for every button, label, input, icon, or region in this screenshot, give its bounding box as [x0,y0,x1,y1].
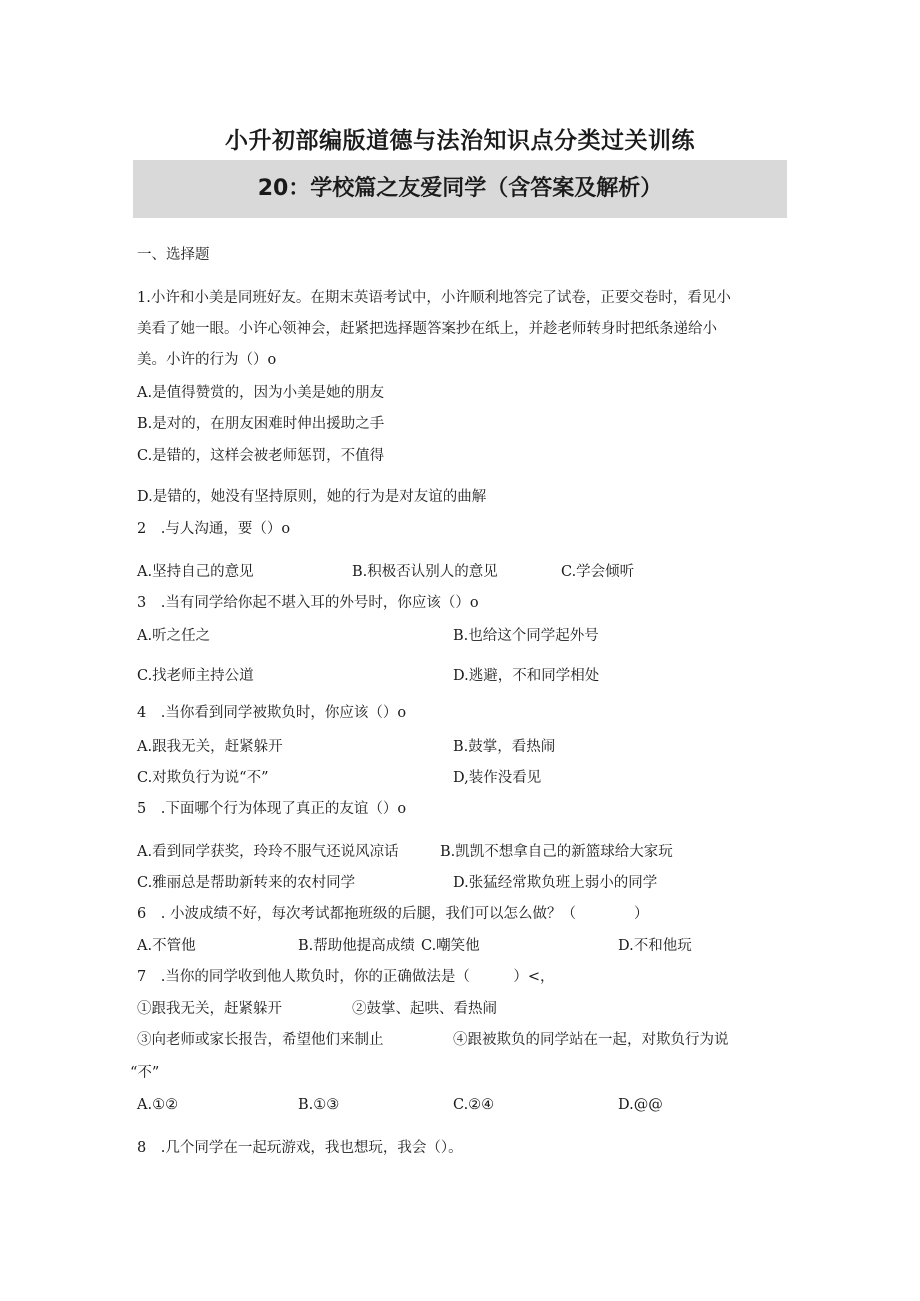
question-5-option-b: B.凯凯不想拿自己的新篮球给大家玩 [440,844,673,860]
question-7-option-b: B.①③ [298,1097,340,1113]
document-subtitle-banner: 20：学校篇之友爱同学（含答案及解析） [133,160,787,218]
question-5-option-d: D.张猛经常欺负班上弱小的同学 [453,875,658,891]
question-4-option-b: B.鼓掌，看热闹 [453,739,556,755]
question-2-option-c: C.学会倾听 [561,564,635,580]
question-5-stem: 5 .下面哪个行为体现了真正的友谊（）o [137,801,407,817]
question-4-option-c: C.对欺负行为说“不” [137,770,269,786]
question-1-option-d: D.是错的，她没有坚持原则，她的行为是对友谊的曲解 [137,489,487,505]
question-3-option-b: B.也给这个同学起外号 [453,628,599,644]
question-3-option-a: A.听之任之 [137,628,211,644]
question-7-stem: 7 .当你的同学收到他人欺负时，你的正确做法是（ ）<， [137,969,555,985]
question-6-option-a: A.不管他 [137,938,196,954]
question-2-stem: 2 .与人沟通，要（）o [137,521,291,537]
question-6-option-c: C.嘲笑他 [421,938,480,954]
question-2-option-a: A.坚持自己的意见 [137,564,254,580]
question-6-option-d: D.不和他玩 [618,938,692,954]
question-7-item-4: ④跟被欺负的同学站在一起，对欺负行为说 [453,1032,729,1048]
question-1-option-c: C.是错的，这样会被老师惩罚，不值得 [137,448,385,464]
question-6-stem: 6 . 小波成绩不好，每次考试都拖班级的后腿，我们可以怎么做？（ ） [137,906,649,922]
question-7-option-d: D.@@ [618,1097,663,1113]
question-7-item-1: ①跟我无关，赶紧躲开 [137,1001,282,1017]
question-1-stem-line-3: 美。小许的行为（）o [137,352,277,368]
question-2-option-b: B.积极否认别人的意见 [352,564,498,580]
question-4-option-d: D,装作没看见 [453,770,542,786]
question-4-stem: 4 .当你看到同学被欺负时，你应该（）o [137,705,407,721]
question-3-option-c: C.找老师主持公道 [137,668,254,684]
question-7-option-a: A.①② [137,1097,179,1113]
question-1-stem-line-2: 美看了她一眼。小许心领神会，赶紧把选择题答案抄在纸上，并趁老师转身时把纸条递给小 [137,321,717,337]
question-1-option-b: B.是对的，在朋友困难时伸出援助之手 [137,416,385,432]
question-7-item-3: ③向老师或家长报告，希望他们来制止 [137,1032,384,1048]
question-7-item-4-continued: “不” [130,1065,160,1081]
document-title: 小升初部编版道德与法治知识点分类过关训练 [225,128,695,154]
question-4-option-a: A.跟我无关，赶紧躲开 [137,739,283,755]
question-5-option-a: A.看到同学获奖，玲玲不服气还说风凉话 [137,844,399,860]
question-7-item-2: ②鼓掌、起哄、看热闹 [352,1001,497,1017]
question-3-stem: 3 .当有同学给你起不堪入耳的外号时，你应该（）o [137,595,479,611]
question-7-option-c: C.②④ [453,1097,495,1113]
question-8-stem: 8 .几个同学在一起玩游戏，我也想玩，我会（）。 [137,1140,463,1156]
question-1-option-a: A.是值得赞赏的，因为小美是她的朋友 [137,385,385,401]
question-5-option-c: C.雅丽总是帮助新转来的农村同学 [137,875,356,891]
question-6-option-b: B.帮助他提高成绩 [298,938,415,954]
question-1-stem-line-1: 1.小许和小美是同班好友。在期末英语考试中，小许顺利地答完了试卷，正要交卷时，看见小 [137,290,731,306]
section-heading: 一、选择题 [137,247,210,263]
question-3-option-d: D.逃避，不和同学相处 [453,668,600,684]
